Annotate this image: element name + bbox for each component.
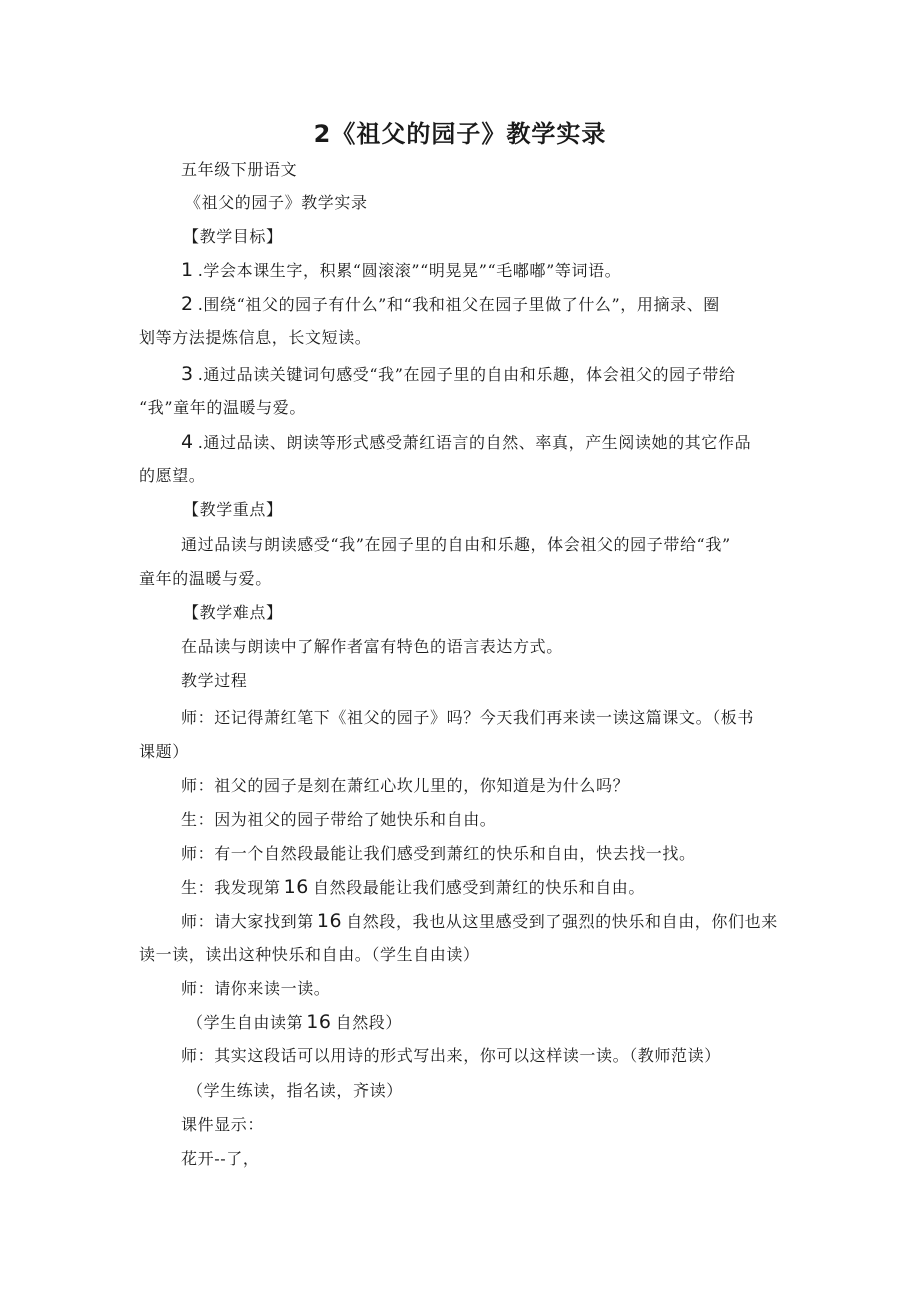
paragraph-text: 自然段，我也从这里感受到了强烈的快乐和自由，你们也来 — [346, 912, 778, 931]
process-paragraph: 师：祖父的园子是刻在萧红心坎儿里的，你知道是为什么吗？ — [181, 776, 630, 795]
objective-continuation: 的愿望。 — [139, 466, 206, 485]
objective-number: 1 — [181, 259, 194, 281]
objective-number: 4 — [181, 431, 194, 453]
paragraph-text: 自然段） — [335, 1013, 402, 1032]
process-paragraph: 生：因为祖父的园子带给了她快乐和自由。 — [181, 810, 497, 829]
process-paragraph: 师：其实这段话可以用诗的形式写出来，你可以这样读一读。（教师范读） — [181, 1046, 721, 1065]
process-paragraph — [181, 911, 778, 932]
paragraph-text: 自然段最能让我们感受到萧红的快乐和自由。 — [313, 878, 646, 897]
difficulty-heading: 【教学难点】 — [183, 603, 283, 622]
paragraph-number: 16 — [316, 910, 343, 932]
process-paragraph — [187, 1012, 402, 1033]
lesson-name: 《祖父的园子》教学实录 — [185, 193, 368, 212]
process-paragraph: （学生练读，指名读，齐读） — [187, 1081, 403, 1100]
objective-item — [181, 364, 736, 385]
objective-text: .围绕“祖父的园子有什么”和“我和祖父在园子里做了什么”，用摘录、圈 — [197, 295, 720, 314]
paragraph-number: 16 — [306, 1011, 332, 1033]
process-paragraph: 师：还记得萧红笔下《祖父的园子》吗？今天我们再来读一读这篇课文。（板书 — [181, 708, 755, 727]
subtitle: 五年级下册语文 — [181, 160, 298, 179]
objective-text: .通过品读关键词句感受“我”在园子里的自由和乐趣，体会祖父的园子带给 — [197, 365, 736, 384]
paragraph-text: 生：我发现第 — [181, 878, 281, 897]
objective-number: 3 — [181, 363, 194, 385]
process-heading: 教学过程 — [181, 671, 248, 690]
focus-heading: 【教学重点】 — [183, 500, 283, 519]
objective-item — [181, 260, 621, 281]
objective-text: .通过品读、朗读等形式感受萧红语言的自然、率真，产生阅读她的其它作品 — [197, 433, 752, 452]
process-paragraph — [181, 877, 645, 898]
objectives-heading: 【教学目标】 — [183, 227, 283, 246]
objective-continuation: 划等方法提炼信息，长文短读。 — [139, 328, 372, 347]
focus-text-continuation: 童年的温暖与爱。 — [139, 569, 272, 588]
paragraph-text: （学生自由读第 — [187, 1013, 304, 1032]
objective-number: 2 — [181, 293, 194, 315]
process-paragraph: 花开--了， — [181, 1149, 260, 1168]
paragraph-number: 16 — [283, 876, 309, 898]
process-paragraph: 师：请你来读一读。 — [181, 979, 331, 998]
objective-continuation: “我”童年的温暖与爱。 — [139, 398, 306, 417]
objective-item — [181, 432, 751, 453]
objective-item — [181, 294, 720, 315]
process-paragraph: 课件显示： — [181, 1115, 265, 1134]
objective-text: .学会本课生字，积累“圆滚滚”“明晃晃”“毛嘟嘟”等词语。 — [197, 261, 622, 280]
process-paragraph: 师：有一个自然段最能让我们感受到萧红的快乐和自由，快去找一找。 — [181, 844, 696, 863]
difficulty-text: 在品读与朗读中了解作者富有特色的语言表达方式。 — [181, 637, 563, 656]
page-title: 2《祖父的园子》教学实录 — [313, 120, 607, 148]
process-paragraph-continuation: 课题） — [139, 742, 189, 761]
process-paragraph-continuation: 读一读，读出这种快乐和自由。（学生自由读） — [139, 945, 480, 964]
paragraph-text: 师：请大家找到第 — [181, 912, 314, 931]
focus-text: 通过品读与朗读感受“我”在园子里的自由和乐趣，体会祖父的园子带给“我” — [181, 535, 731, 554]
